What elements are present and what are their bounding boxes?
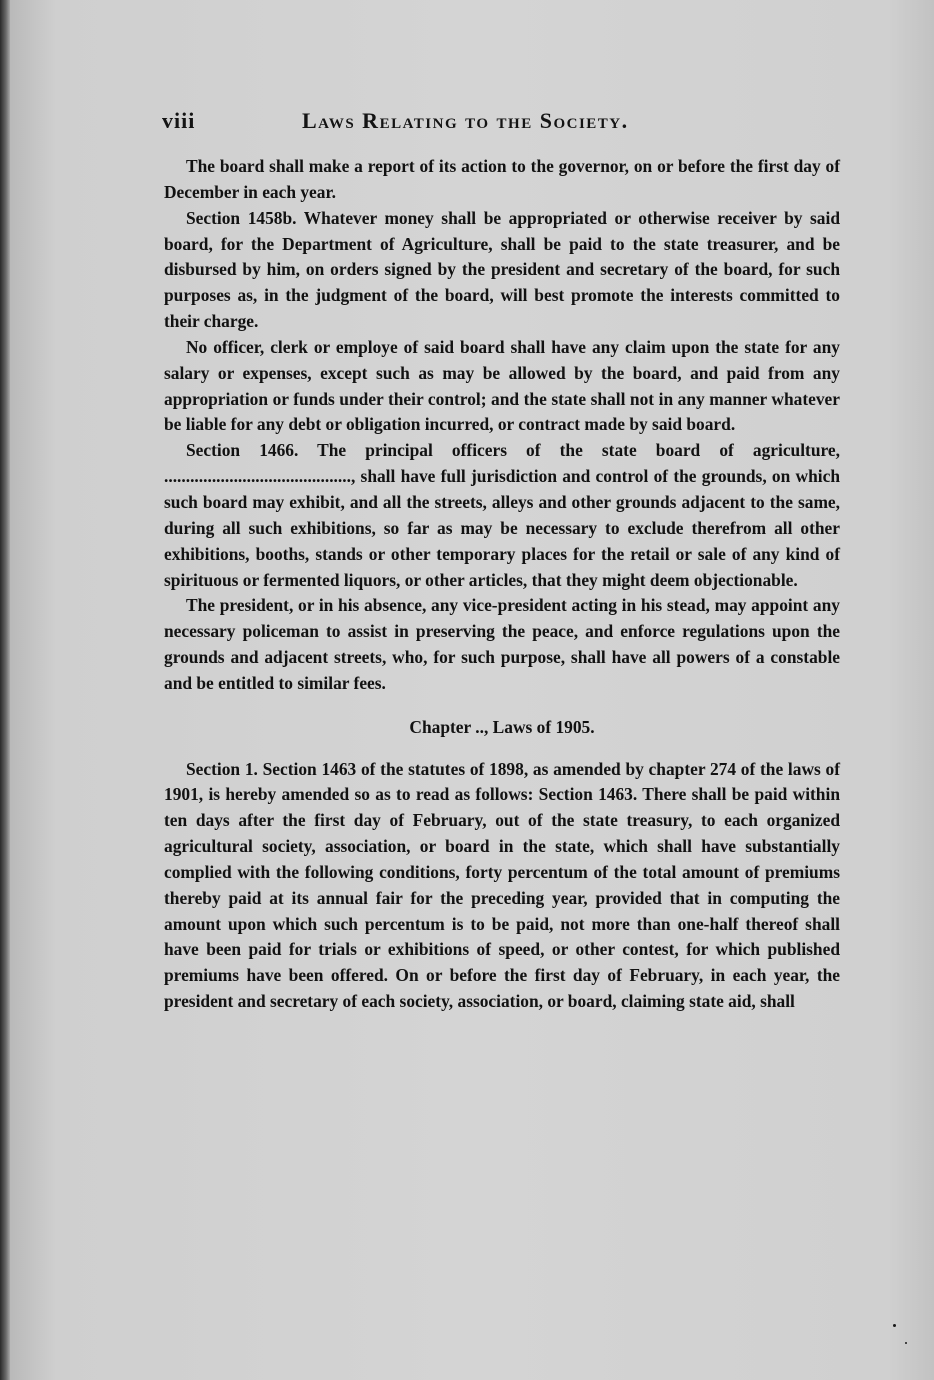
scan-speck — [893, 1324, 896, 1327]
paragraph-section-1: Section 1. Section 1463 of the statutes of 1898, as amended by chapter 274 of the laws of 1901, is hereby amended so as to read as follows: Section 1463. There shall be paid within ten days after the first day of February, out of the state treasury, to each organized agricultural society, association, or board in the state, which shall have substantially complied with the following conditions, forty percentum of the total amount of premiums thereby paid at its annual fair for the preceding year, provided that in computing the amount upon which such percentum is to be paid, not more than one-half thereof shall have been paid for trials or exhibitions of speed, or other contest, for which published premiums have been offered. On or before the first day of February, in each year, the president and secretary of each society, association, or board, claiming state aid, shall — [164, 758, 840, 1012]
running-head: Laws Relating to the Society. — [302, 108, 629, 133]
page-body — [164, 154, 840, 1015]
scan-left-edge — [0, 0, 10, 1380]
page-header — [162, 108, 842, 138]
paragraph-no-officer: No officer, clerk or employe of said board shall have any claim upon the state for any salary or expenses, except such as may be allowed by the board, and paid from any appropriation or funds under their control; and the state shall not in any manner whatever be liable for any debt or obligation incurred, or contract made by said board. — [164, 336, 840, 435]
page-number: viii — [162, 108, 196, 133]
paragraph-report: The board shall make a report of its action to the governor, on or before the first day of December in each year. — [164, 156, 840, 202]
paragraph-section-1466: Section 1466. The principal officers of the state board of agriculture, ..........................................., shall have full jurisdiction and control of the grounds, on which such board may exhibit, and all the streets, alleys and other grounds adjacent to the same, during all such exhibitions, so far as may be necessary to exclude therefrom all other exhibitions, booths, stands or other temporary places for the retail or sale of any kind of spirituous or fermented liquors, or other articles, that they might deem objectionable. — [164, 440, 840, 590]
chapter-heading: Chapter .., Laws of 1905. — [409, 716, 595, 737]
scan-speck — [905, 1342, 907, 1344]
paragraph-section-1458b: Section 1458b. Whatever money shall be appropriated or otherwise receiver by said board, for the Department of Agriculture, shall be paid to the state treasurer, and be disbursed by him, on orders signed by the president and secretary of the board, for such purposes as, in the judgment of the board, will best promote the interests committed to their charge. — [164, 207, 840, 332]
paragraph-president: The president, or in his absence, any vice-president acting in his stead, may appoint any necessary policeman to assist in preserving the peace, and enforce regulations upon the grounds and adjacent streets, who, for such purpose, shall have all powers of a constable and be entitled to similar fees. — [164, 595, 840, 693]
